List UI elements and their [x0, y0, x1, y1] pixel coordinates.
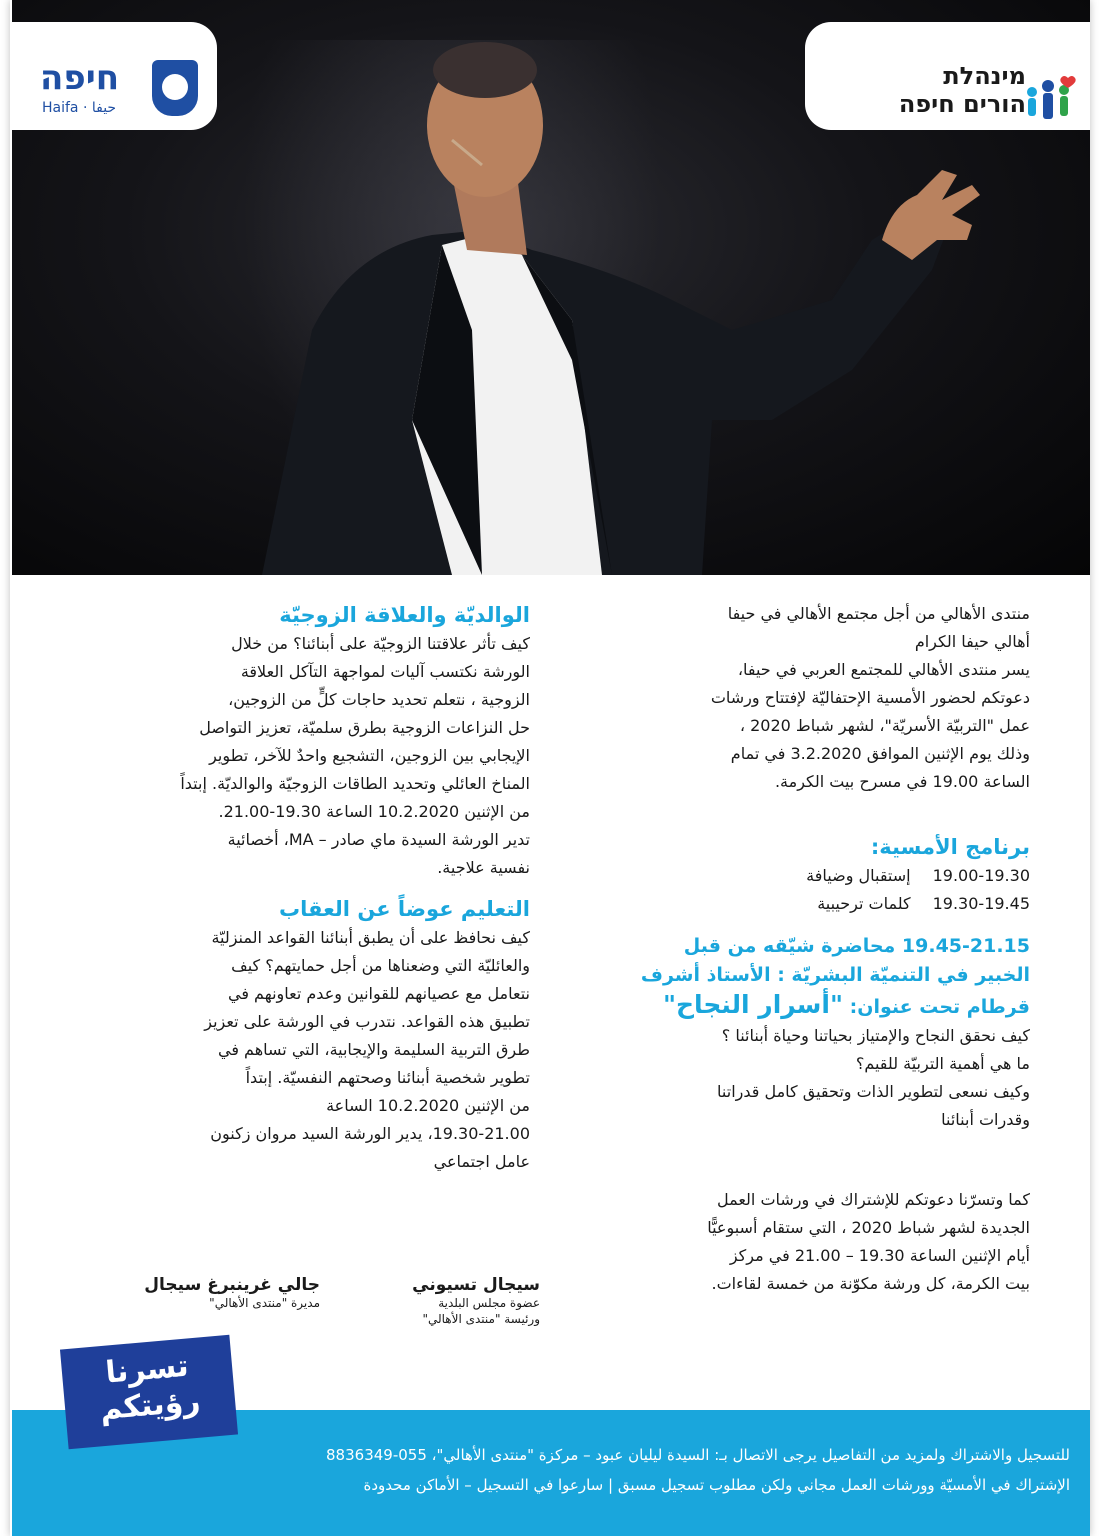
workshop1-line: تدير الورشة السيدة ماي صادر – MA، أخصائية — [227, 830, 530, 849]
signature-block — [360, 1275, 540, 1327]
footer-text — [50, 1440, 1070, 1500]
lecture-question: وقدرات أبنائنا — [941, 1110, 1030, 1129]
haifa-hebrew-logo: חיפה — [40, 58, 120, 98]
workshop2-line: نتعامل مع عصيانهم للقوانين وعدم تعاونهم في — [227, 984, 530, 1003]
signature-role: مديرة "منتدى الأهالي" — [209, 1296, 320, 1310]
signature-role: ورئيسة "منتدى الأهالي" — [422, 1312, 540, 1326]
intro-line: منتدى الأهالي من أجل مجتمع الأهالي في حيفا — [727, 604, 1030, 623]
parents-admin-logo-text — [899, 62, 1026, 118]
workshop1-line: حل النزاعات الزوجية بطرق سلميّة، تعزيز التواصل — [199, 718, 530, 737]
intro-line: أهالي حيفا الكرام — [914, 632, 1030, 651]
lecture-line: 19.45-21.15 محاضرة شيّقه من قبل — [683, 935, 1030, 957]
footer-contact-line: للتسجيل والاشتراك ولمزيد من التفاصيل يرجى الاتصال بـ: السيدة ليليان عبود – مركزة "منتدى الأهالي"، 055-8836349 — [326, 1446, 1070, 1464]
intro-line: يسر منتدى الأهالي للمجتمع العربي في حيفا، — [737, 660, 1030, 679]
workshop1-line: المناخ العائلي وتحديد الطاقات الزوجيّة والوالديّة. إبتداً — [180, 774, 530, 793]
intro-column — [560, 600, 1030, 1298]
invite-line: أيام الإثنين الساعة 19.30 – 21.00 في مركز — [729, 1246, 1030, 1265]
program-label: كلمات ترحيبية — [817, 894, 911, 913]
workshop2-line: عامل اجتماعي — [433, 1152, 530, 1171]
workshop1-line: الورشة نكتسب آليات لمواجهة التآكل العلاقة — [240, 662, 530, 681]
hero-photo — [12, 0, 1090, 575]
program-row — [560, 890, 1030, 918]
program-label: إستقبال وضيافة — [806, 866, 911, 885]
intro-line: عمل "التربيّة الأسريّة"، لشهر شباط 2020 ، — [739, 716, 1030, 735]
workshop1-line: الإيجابي بين الزوجين، التشجيع واحدٌ للآخر، تطوير — [209, 746, 530, 765]
signature-block — [120, 1275, 320, 1311]
workshop2-line: تطوير شخصية أبنائنا وصحتهم النفسيّة. إبتداً — [245, 1068, 530, 1087]
signature-name: سيجال تسيوني — [412, 1275, 540, 1295]
stamp-line: رؤيتكم — [98, 1383, 202, 1428]
welcome-stamp — [60, 1335, 238, 1449]
workshop1-line: الزوجية ، نتعلم تحديد حاجات كلٍّ من الزوجين، — [228, 690, 530, 709]
workshops-column — [90, 600, 530, 1176]
stamp-line: تسرنا — [104, 1348, 190, 1391]
lecture-question: وكيف نسعى لتطوير الذات وتحقيق كامل قدراتنا — [717, 1082, 1030, 1101]
workshop2-line: كيف نحافظ على أن يطبق أبنائنا القواعد المنزليّة — [211, 928, 530, 947]
signature-name: جالي غرينبرغ سيجال — [144, 1275, 320, 1295]
workshop2-line: 19.30-21.00، يدير الورشة السيد مروان زكنون — [210, 1124, 530, 1143]
haifa-logo-badge — [12, 22, 217, 130]
parents-logo-line2: הורים חיפה — [898, 90, 1026, 118]
intro-line: الساعة 19.00 في مسرح بيت الكرمة. — [774, 772, 1030, 791]
workshop2-line: تطبيق هذه القواعد. نتدرب في الورشة على تعزيز — [204, 1012, 530, 1031]
haifa-logo-subtitle: Haifa · حيفا — [42, 100, 117, 116]
lecture-question: كيف نحقق النجاح والإمتياز بحياتنا وحياة أبنائنا ؟ — [721, 1026, 1030, 1045]
invite-line: كما وتسرّنا دعوتكم للإشتراك في ورشات العمل — [716, 1190, 1030, 1209]
program-title: برنامج الأمسية: — [870, 835, 1030, 859]
parents-logo-line1: מינהלת — [943, 62, 1026, 90]
signature-role: عضوة مجلس البلدية — [438, 1296, 540, 1310]
haifa-crest-icon — [152, 60, 198, 116]
workshop1-line: كيف تأثر علاقتنا الزوجيّة على أبنائنا؟ من خلال — [231, 634, 530, 653]
workshop1-line: من الإثنين 10.2.2020 الساعة 19.30-21.00. — [218, 802, 530, 821]
workshop1-line: نفسية علاجية. — [437, 858, 530, 877]
invite-line: بيت الكرمة، كل ورشة مكوّنة من خمسة لقاءات. — [711, 1274, 1030, 1293]
parents-admin-logo-badge — [805, 22, 1090, 130]
program-time: 19.30-19.45 — [932, 894, 1030, 913]
program-row — [560, 862, 1030, 890]
intro-line: وذلك يوم الإثنين الموافق 3.2.2020 في تمام — [730, 744, 1030, 763]
lecture-title: "أسرار النجاح" — [662, 990, 843, 1019]
lecture-line — [560, 990, 1030, 1022]
workshop1-title: الوالديّة والعلاقة الزوجيّة — [279, 603, 530, 627]
lecture-line: الخبير في التنميّة البشريّة : الأستاذ أشرف — [640, 964, 1030, 986]
workshop2-line: من الإثنين 10.2.2020 الساعة — [326, 1096, 530, 1115]
lecture-intro: قرطام تحت عنوان: — [849, 996, 1030, 1018]
intro-line: دعوتكم لحضور الأمسية الإحتفاليّة لإفتتاح ورشات — [710, 688, 1030, 707]
program-time: 19.00-19.30 — [932, 866, 1030, 885]
family-icon — [1022, 74, 1078, 128]
workshop2-line: طرق التربية السليمة والإيجابية، التي تساهم في — [217, 1040, 530, 1059]
lecture-question: ما هي أهمية التربيّة للقيم؟ — [855, 1054, 1030, 1073]
workshop2-line: والعائليّة التي وضعناها من أجل حمايتهم؟ كيف — [231, 956, 530, 975]
invite-line: الجديدة لشهر شباط 2020 ، التي ستقام أسبوعيًّا — [707, 1218, 1030, 1237]
footer-registration-line: الإشتراك في الأمسيّة وورشات العمل مجاني ولكن مطلوب تسجيل مسبق | سارعوا في التسجيل – الأماكن محدودة — [363, 1476, 1070, 1494]
workshop2-title: التعليم عوضاً عن العقاب — [278, 897, 530, 921]
